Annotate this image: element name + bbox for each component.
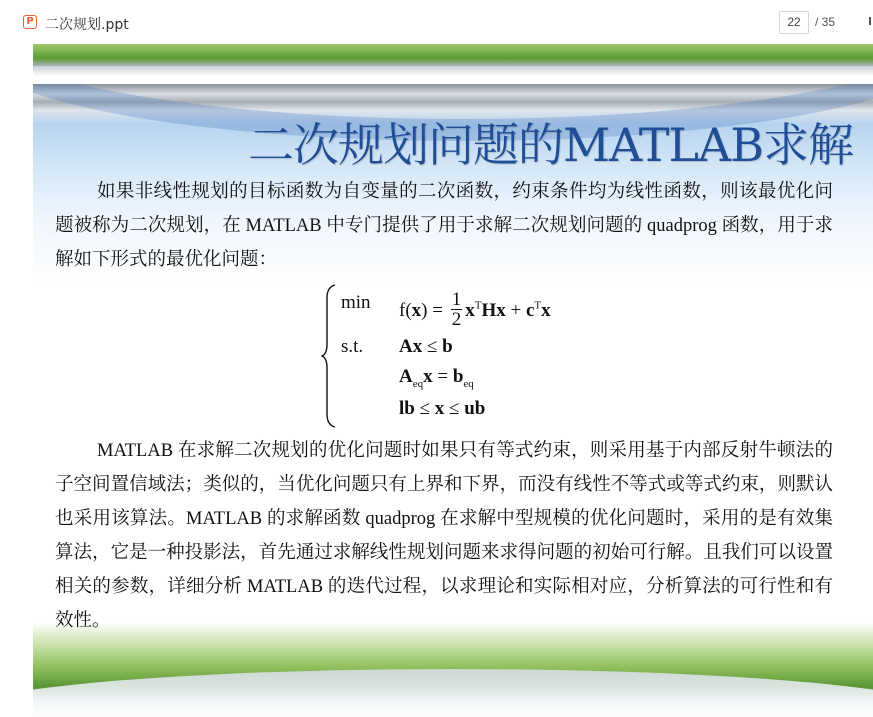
paragraph-intro: 如果非线性规划的目标函数为自变量的二次函数，约束条件均为线性函数，则该最优化问题被称为二次规划，在 MATLAB 中专门提供了用于求解二次规划问题的 quadprog 函数，用于求解如下形式的最优化问题： bbox=[55, 182, 833, 270]
bound-constraint: lb ≤ x ≤ ub bbox=[399, 398, 486, 419]
page-number-input[interactable]: 22 bbox=[779, 11, 809, 34]
file-name: 二次规划.ppt bbox=[45, 17, 129, 33]
qp-formula bbox=[321, 282, 591, 430]
ppt-file-icon: P bbox=[23, 15, 37, 29]
objective-expression: f(x) = $\frac{1}{2}$ $x^THx + c^Tx$ bbox=[399, 289, 551, 330]
slide-title: 二次规划问题的MATLAB求解 bbox=[247, 118, 853, 172]
viewer-toolbar bbox=[0, 0, 873, 44]
st-label: s.t. bbox=[341, 336, 364, 357]
slide-22 bbox=[33, 84, 873, 717]
previous-slide-bottom[interactable] bbox=[33, 44, 873, 76]
paragraph-algorithm: MATLAB 在求解二次规划的优化问题时如果只有等式约束，则采用基于内部反射牛顿法的子空间置信域法；类似的，当优化问题只有上界和下界，而没有线性不等式或等式约束，则默认也采用该算法。MATLAB 的求解函数 quadprog 在求解中型规模的优化问题时，采用的是有效集算法，它是一种投影法，首先通过求解线性规划问题来求得问题的初始可行解。且我们可以设置相关的参数，详细分析 MATLAB 的迭代过程，以求理论和实际相对应，分析算法的可行性和有效性。 bbox=[55, 441, 833, 631]
left-brace-icon bbox=[321, 284, 337, 428]
equality-constraint: $A_{eq}x = b_{eq}$ bbox=[399, 366, 474, 390]
scroll-indicator-icon[interactable] bbox=[869, 17, 871, 25]
min-label: min bbox=[341, 292, 371, 313]
inequality-constraint: Ax ≤ b bbox=[399, 336, 453, 357]
page-total: / 35 bbox=[815, 15, 836, 29]
